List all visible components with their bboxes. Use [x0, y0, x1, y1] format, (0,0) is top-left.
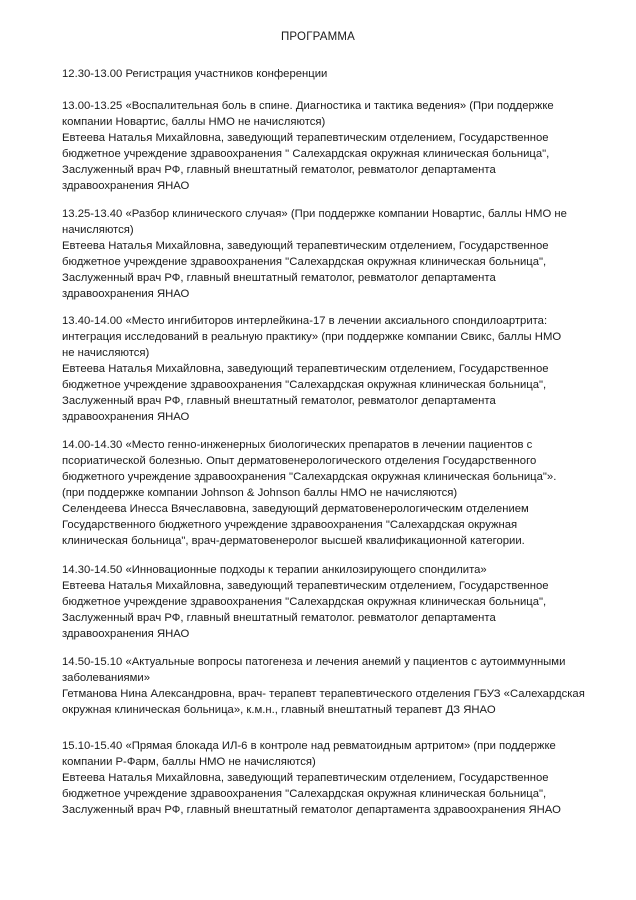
- item-line: 13.25-13.40 «Разбор клинического случая» (При поддержке компании Новартис, баллы НМО не: [62, 208, 567, 220]
- item-line: 13.00-13.25 «Воспалительная боль в спине. Диагностика и тактика ведения» (При поддержке: [62, 100, 554, 112]
- item-line: псориатической болезнью. Опыт дерматовенерологического отделения Государственного: [62, 455, 537, 467]
- item-line: 14.00-14.30 «Место генно-инженерных биологических препаратов в лечении пациентов с: [62, 439, 533, 451]
- item-line: не начисляются): [62, 347, 150, 359]
- item-line: начисляются): [62, 224, 134, 236]
- program-item: [62, 206, 567, 302]
- item-line: компании Новартис, баллы НМО не начисляются): [62, 116, 326, 128]
- item-line: (при поддержке компании Johnson & Johnson баллы НМО не начисляются): [62, 487, 458, 499]
- item-line: бюджетного учреждение здравоохранения "Салехардская окружная клиническая больница"».: [62, 471, 557, 483]
- item-line: Евтеева Наталья Михайловна, заведующий терапевтическим отделением, Государственное: [62, 580, 549, 592]
- item-line: бюджетное учреждение здравоохранения " Салехардская окружная клиническая больница",: [62, 148, 550, 160]
- item-line: бюджетное учреждение здравоохранения "Салехардская окружная клиническая больница",: [62, 596, 547, 608]
- item-line: Заслуженный врач РФ, главный внештатный гематолог департамента здравоохранения ЯНАО: [62, 804, 561, 816]
- registration-line: 12.30-13.00 Регистрация участников конференции: [62, 68, 328, 80]
- item-line: бюджетное учреждение здравоохранения "Салехардская окружная клиническая больница",: [62, 379, 547, 391]
- program-item: [62, 654, 585, 718]
- item-line: Заслуженный врач РФ, главный внештатный гематолог, ревматолог департамента: [62, 164, 496, 176]
- item-line: клиническая больница", врач-дерматовенеролог высшей квалификационной категории.: [62, 535, 525, 547]
- item-line: 14.50-15.10 «Актуальные вопросы патогенеза и лечения анемий у пациентов с аутоиммунными: [62, 656, 566, 668]
- item-line: Заслуженный врач РФ, главный внештатный гематолог, ревматолог департамента: [62, 395, 496, 407]
- program-item: [62, 313, 561, 425]
- item-line: здравоохранения ЯНАО: [62, 180, 190, 192]
- item-line: 14.30-14.50 «Инновационные подходы к терапии анкилозирующего спондилита»: [62, 564, 487, 576]
- item-line: Евтеева Наталья Михайловна, заведующий терапевтическим отделением, Государственное: [62, 240, 549, 252]
- item-line: Государственного бюджетного учреждение здравоохранения "Салехардская окружная: [62, 519, 518, 531]
- item-line: Евтеева Наталья Михайловна, заведующий терапевтическим отделением, Государственное: [62, 132, 549, 144]
- item-line: 13.40-14.00 «Место ингибиторов интерлейкина-17 в лечении аксиального спондилоартрита:: [62, 315, 548, 327]
- program-item: [62, 738, 561, 818]
- item-line: Селендеева Инесса Вячеславовна, заведующий дерматовенерологическим отделением: [62, 503, 529, 515]
- item-line: Заслуженный врач РФ, главный внештатный гематолог. ревматолог департамента: [62, 612, 496, 624]
- item-line: здравоохранения ЯНАО: [62, 411, 190, 423]
- item-line: Гетманова Нина Александровна, врач- терапевт терапевтического отделения ГБУЗ «Салехардская: [62, 688, 585, 700]
- item-line: Евтеева Наталья Михайловна, заведующий терапевтическим отделением, Государственное: [62, 772, 549, 784]
- program-item: [62, 437, 556, 549]
- item-line: 15.10-15.40 «Прямая блокада ИЛ-6 в контроле над ревматоидным артритом» (при поддержке: [62, 740, 556, 752]
- item-line: здравоохранения ЯНАО: [62, 628, 190, 640]
- page-title: ПРОГРАММА: [280, 31, 356, 43]
- item-line: Евтеева Наталья Михайловна, заведующий терапевтическим отделением, Государственное: [62, 363, 549, 375]
- item-line: заболеваниями»: [62, 672, 151, 684]
- item-line: здравоохранения ЯНАО: [62, 288, 190, 300]
- program-item: [62, 98, 554, 194]
- item-line: бюджетное учреждение здравоохранения "Салехардская окружная клиническая больница",: [62, 788, 547, 800]
- program-item: [62, 562, 549, 642]
- item-line: интеграция исследований в реальную практику» (при поддержке компании Свикс, баллы НМО: [62, 331, 562, 343]
- item-line: Заслуженный врач РФ, главный внештатный гематолог, ревматолог департамента: [62, 272, 496, 284]
- item-line: окружная клиническая больница», к.м.н., главный внештатный терапевт ДЗ ЯНАО: [62, 704, 496, 716]
- item-line: компании Р-Фарм, баллы НМО не начисляются): [62, 756, 316, 768]
- item-line: бюджетное учреждение здравоохранения "Салехардская окружная клиническая больница",: [62, 256, 547, 268]
